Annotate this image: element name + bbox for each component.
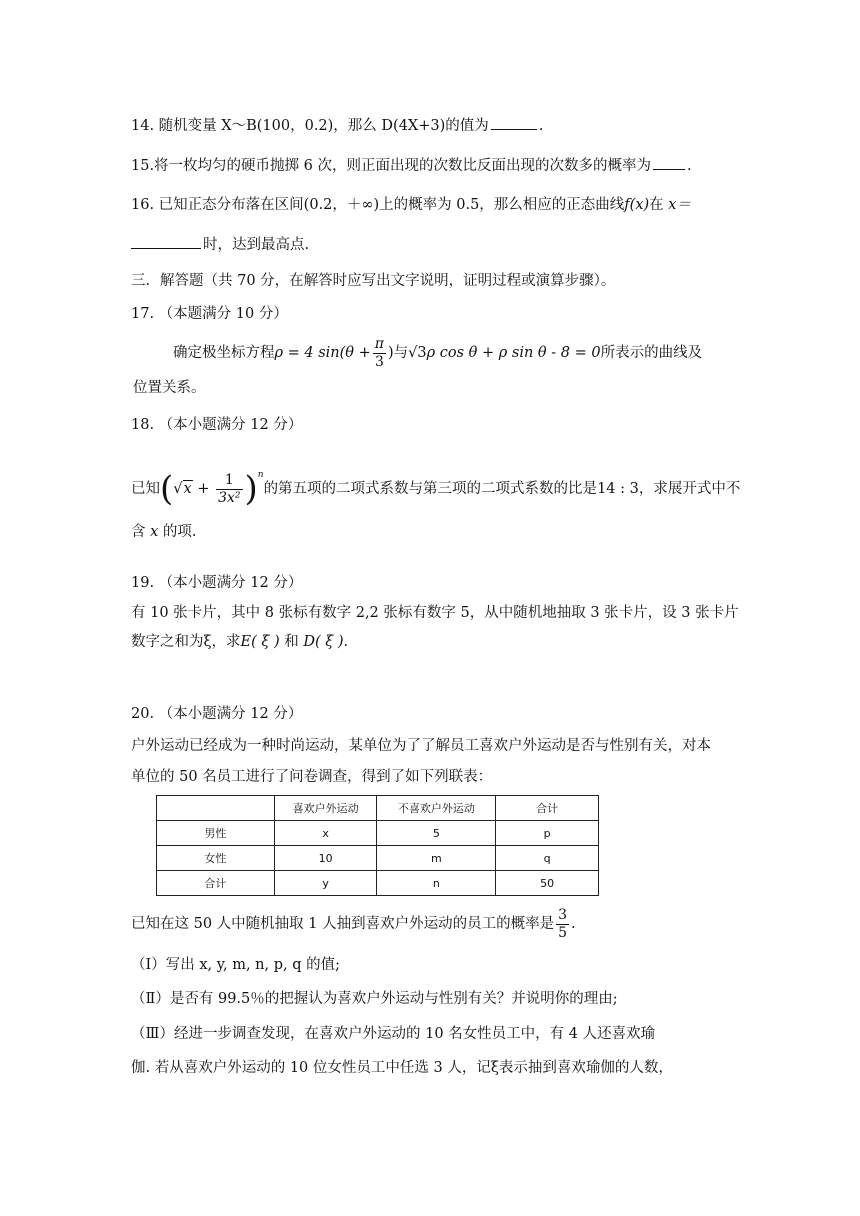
q14-end: . <box>538 118 544 134</box>
q15-end: . <box>687 158 692 174</box>
q20-frac-num: 3 <box>558 906 568 923</box>
q19-and: 和 <box>279 634 304 650</box>
table-header-cell <box>157 796 275 821</box>
q19-line1-text: 有 10 张卡片，其中 8 张标有数字 2,2 张标有数字 5，从中随机地抽取 3 张卡片，设 3 张卡片 <box>131 605 739 621</box>
q17-equation-line <box>173 335 702 371</box>
table-row <box>157 821 599 846</box>
q19-line2 <box>131 632 348 652</box>
q14-text: 14. 随机变量 X～B(100，0.2)，那么 D(4X+3)的值为 <box>131 118 489 134</box>
q20-line1 <box>131 736 711 756</box>
q16-text-a: 16. 已知正态分布落在区间(0.2，＋∞)上的概率为 0.5，那么相应的正态曲线 <box>131 197 625 213</box>
q17-header <box>131 304 288 324</box>
q18-line2 <box>131 522 197 542</box>
q19-expectation: E( ξ ) <box>240 634 280 650</box>
section-3-text: 三．解答题（共 70 分，在解答时应写出文字说明，证明过程或演算步骤）。 <box>131 273 616 289</box>
q18-line2-b: 的项. <box>162 524 197 540</box>
q19-end: . <box>343 634 349 650</box>
q19-header <box>131 573 302 593</box>
q17-pi-over-3 <box>373 336 386 371</box>
q17-line2 <box>133 378 206 398</box>
radicand: x <box>183 481 192 497</box>
q20-fraction <box>556 907 569 942</box>
answer-blank <box>653 155 685 170</box>
q18-ratio: 14 : 3 <box>597 481 639 497</box>
q16-line2: 时，达到最高点. <box>203 237 310 253</box>
table-cell: m <box>377 846 496 871</box>
q17-sqrt3: √3 <box>408 345 427 361</box>
table-cell: q <box>496 846 599 871</box>
q20-part-3-cont <box>131 1058 673 1078</box>
question-16-line1 <box>131 195 691 215</box>
q20-part-3-text: （Ⅲ）经进一步调查发现，在喜欢户外运动的 10 名女性员工中，有 4 人还喜欢瑜 <box>131 1026 656 1042</box>
exponent-n: n <box>257 470 264 480</box>
q20-part-1-text: （Ⅰ）写出 x, y, m, n, p, q 的值; <box>131 957 341 973</box>
q19-line2-a: 数字之和为ξ，求 <box>131 634 241 650</box>
table-cell: x <box>274 821 377 846</box>
q17-frac-num: π <box>374 335 384 352</box>
q20-after-text: 已知在这 50 人中随机抽取 1 人抽到喜欢户外运动的员工的概率是 <box>131 916 555 932</box>
q20-line2 <box>131 767 492 787</box>
q20-line2-text: 单位的 50 名员工进行了问卷调查，得到了如下列联表： <box>131 769 493 785</box>
q17-eq2: ρ cos θ + ρ sin θ - 8 = 0 <box>426 345 601 361</box>
table-cell: n <box>377 871 496 896</box>
q18-line2-x: x <box>150 524 159 540</box>
q20-part-2-text: （Ⅱ）是否有 99.5％的把握认为喜欢户外运动与性别有关？并说明你的理由; <box>131 991 618 1007</box>
contingency-table <box>156 795 599 896</box>
q17-eq1-b: ) <box>388 345 394 361</box>
table-row <box>157 871 599 896</box>
q18-frac-den: 3x² <box>218 489 241 506</box>
q17-intro: 确定极坐标方程 <box>173 345 275 361</box>
table-cell: p <box>496 821 599 846</box>
q16-x-eq: x＝ <box>668 197 691 213</box>
q18-mid: 的第五项的二项式系数与第三项的二项式系数的比是 <box>263 481 598 497</box>
table-cell: 合计 <box>157 871 275 896</box>
table-header-row <box>157 796 599 821</box>
table-header-cell: 不喜欢户外运动 <box>377 796 496 821</box>
table-row <box>157 846 599 871</box>
q17-frac-den: 3 <box>374 353 384 370</box>
question-16-line2 <box>131 234 309 255</box>
q19-variance: D( ξ ) <box>303 634 344 650</box>
table-cell: 5 <box>377 821 496 846</box>
q17-eq1-a: ρ = 4 sin(θ + <box>274 345 371 361</box>
right-paren: ) <box>244 469 258 509</box>
q17-tail: 所表示的曲线及 <box>600 345 703 361</box>
q18-frac-num: 1 <box>216 472 242 490</box>
q19-line1 <box>131 603 739 623</box>
left-paren: ( <box>160 469 174 509</box>
q20-after-end: . <box>571 916 576 932</box>
answer-blank <box>131 234 201 249</box>
q20-part-2 <box>131 989 618 1009</box>
q16-text-b: 在 <box>649 197 664 213</box>
q18-fraction <box>216 472 242 507</box>
q20-header <box>131 704 302 724</box>
q20-frac-den: 5 <box>558 924 568 941</box>
section-3-title <box>131 271 615 291</box>
q20-probability-line <box>131 904 576 944</box>
q17-line2-text: 位置关系。 <box>133 380 206 396</box>
sqrt-x: √x <box>173 481 192 497</box>
question-15 <box>131 155 692 176</box>
q18-pre: 已知 <box>131 481 160 497</box>
q20-header-text: 20. （本小题满分 12 分） <box>131 706 303 722</box>
q17-conj: 与 <box>393 345 409 361</box>
q18-header-text: 18. （本小题满分 12 分） <box>131 417 303 433</box>
q17-header-text: 17. （本题满分 10 分） <box>131 306 288 322</box>
q20-part-3 <box>131 1024 655 1044</box>
q20-part-3-cont-text: 伽. 若从喜欢户外运动的 10 位女性员工中任选 3 人，记ξ表示抽到喜欢瑜伽的人数， <box>131 1060 673 1076</box>
table-cell: 50 <box>496 871 599 896</box>
question-14 <box>131 115 543 136</box>
table-cell: 10 <box>274 846 377 871</box>
q20-line1-text: 户外运动已经成为一种时尚运动，某单位为了了解员工喜欢户外运动是否与性别有关，对本 <box>131 738 711 754</box>
table-cell: 男性 <box>157 821 275 846</box>
q18-line1 <box>131 453 740 511</box>
q16-fx: f(x) <box>624 197 650 213</box>
q18-header <box>131 415 302 435</box>
q18-line2-a: 含 <box>131 524 146 540</box>
plus-sign: + <box>197 481 210 497</box>
table-cell: 女性 <box>157 846 275 871</box>
q20-part-1 <box>131 955 340 975</box>
table-header-cell: 喜欢户外运动 <box>274 796 377 821</box>
q15-text: 15.将一枚均匀的硬币抛掷 6 次，则正面出现的次数比反面出现的次数多的概率为 <box>131 158 652 174</box>
q18-post: ，求展开式中不 <box>638 481 741 497</box>
table-header-cell: 合计 <box>496 796 599 821</box>
q19-header-text: 19. （本小题满分 12 分） <box>131 575 303 591</box>
answer-blank <box>491 115 537 130</box>
table-cell: y <box>274 871 377 896</box>
